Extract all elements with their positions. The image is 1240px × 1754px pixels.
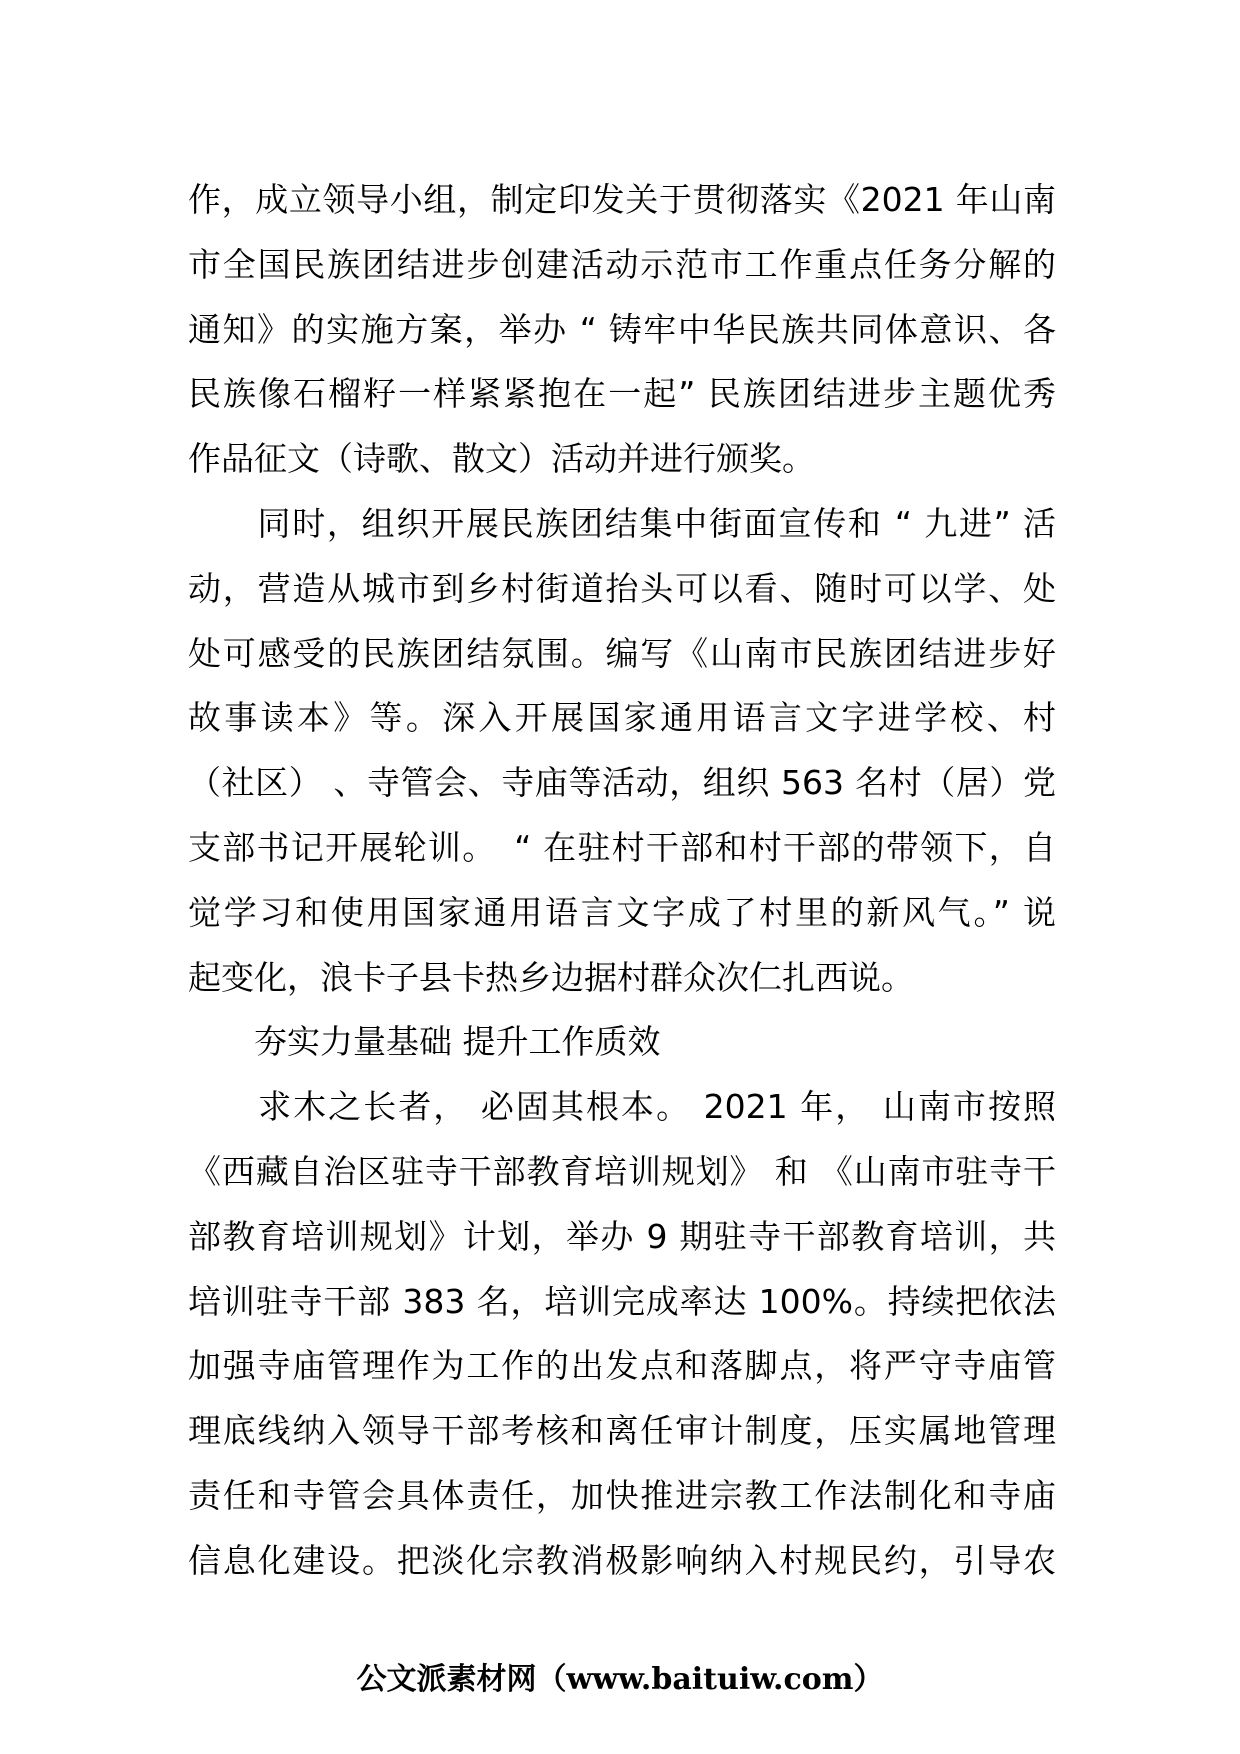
text-line: 支部书记开展轮训。 “ 在驻村干部和村干部的带领下，自	[188, 827, 1056, 867]
section-heading	[188, 1010, 1056, 1075]
text-line: 作品征文（诗歌、散文）活动并进行颁奖。	[188, 439, 815, 479]
text-line: 加强寺庙管理作为工作的出发点和落脚点，将严守寺庙管	[188, 1346, 1056, 1386]
text-line: 信息化建设。把淡化宗教消极影响纳入村规民约，引导农	[188, 1540, 1056, 1580]
text-line: 故事读本》等。深入开展国家通用语言文字进学校、村	[188, 698, 1056, 738]
text-line: 市全国民族团结进步创建活动示范市工作重点任务分解的	[188, 244, 1056, 284]
body-text	[188, 168, 1056, 1594]
text-line: 通知》的实施方案，举办 “ 铸牢中华民族共同体意识、各	[188, 309, 1056, 349]
text-line: 责任和寺管会具体责任，加快推进宗教工作法制化和寺庙	[188, 1475, 1056, 1515]
text-line: 理底线纳入领导干部考核和离任审计制度，压实属地管理	[188, 1411, 1056, 1451]
text-line: 夯实力量基础 提升工作质效	[188, 1022, 661, 1062]
text-line: 部教育培训规划》计划，举办 9 期驻寺干部教育培训，共	[188, 1216, 1056, 1256]
text-line: 同时，组织开展民族团结集中街面宣传和 “ 九进” 活	[188, 503, 1056, 543]
text-line: （社区） 、寺管会、寺庙等活动，组织 563 名村（居）党	[188, 763, 1056, 803]
paragraph	[188, 492, 1056, 1010]
text-line: 觉学习和使用国家通用语言文字成了村里的新风气。” 说	[188, 892, 1056, 932]
text-line: 培训驻寺干部 383 名，培训完成率达 100%。持续把依法	[188, 1281, 1056, 1321]
text-line: 民族像石榴籽一样紧紧抱在一起” 民族团结进步主题优秀	[188, 374, 1056, 414]
text-line: 求木之长者， 必固其根本。 2021 年， 山南市按照	[188, 1087, 1056, 1127]
footer-watermark: 公文派素材网（www.baituiw.com）	[356, 1662, 884, 1697]
paragraph	[188, 168, 1056, 492]
paragraph	[188, 1075, 1056, 1593]
text-line: 作，成立领导小组，制定印发关于贯彻落实《2021 年山南	[188, 180, 1056, 219]
text-line: 起变化，浪卡子县卡热乡边据村群众次仁扎西说。	[188, 957, 914, 997]
text-line: 动，营造从城市到乡村街道抬头可以看、随时可以学、处	[188, 568, 1056, 608]
text-line: 处可感受的民族团结氛围。编写《山南市民族团结进步好	[188, 633, 1056, 673]
text-line: 《西藏自治区驻寺干部教育培训规划》 和 《山南市驻寺干	[188, 1151, 1056, 1191]
